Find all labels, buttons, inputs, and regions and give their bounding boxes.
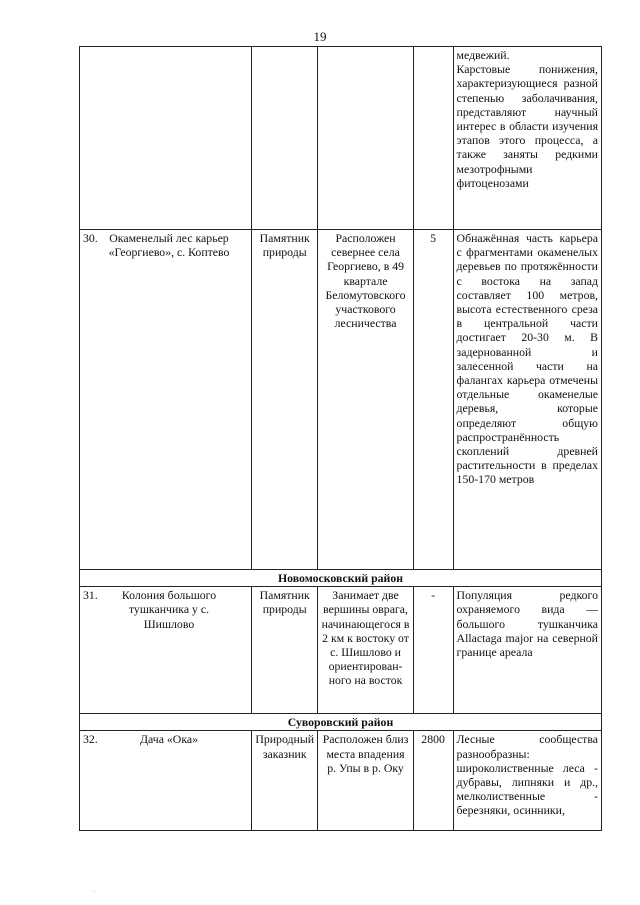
location-cell: Занимает две вершины оврага, начинающегося в 2 км к востоку от с. Шишлово и ориентирован-ного на восток — [318, 587, 413, 714]
area-cell: - — [413, 587, 453, 714]
category-cell — [251, 47, 318, 230]
description-text: медвежий. — [456, 48, 510, 62]
object-name: Колония большого тушканчика у с. Шишлово — [121, 588, 217, 631]
location-cell: Расположен севернее села Георгиево, в 49 квартале Беломутовского участкового лесничества — [318, 230, 413, 570]
table-row — [80, 47, 602, 230]
description-cell: Популяция редкого охраняемого вида — большого тушканчика Allactaga major на северной границе ареала — [453, 587, 601, 714]
area-cell: 2800 — [413, 731, 453, 831]
district-title: Суворовский район — [80, 714, 602, 731]
category-cell: Природный заказник — [251, 731, 318, 831]
row-number: 32. — [83, 732, 98, 747]
table-row — [80, 731, 602, 831]
location-cell: Расположен близ места впадения р. Упы в р. Оку — [318, 731, 413, 831]
description-cell — [453, 47, 601, 230]
row-number: 30. — [83, 231, 98, 245]
category-cell: Памятник природы — [251, 230, 318, 570]
name-cell — [80, 731, 252, 831]
district-title: Новомосковский район — [80, 570, 602, 587]
row-number: 31. — [83, 588, 98, 603]
protected-areas-table — [79, 46, 602, 831]
description-cell: Обнажённая часть карьера с фрагментами окаменелых деревьев по протяжённости с востока на запад составляет 100 метров, высота естественного среза в центральной части достигает 20-30 м. В задернованной и залесенной части на фалангах карьера отмечены отдельные окаменелые деревья, которые определяют общую распространённость скоплений древней растительности в пределах 150-170 метров — [453, 230, 601, 570]
district-header-row — [80, 570, 602, 587]
table-row — [80, 587, 602, 714]
location-cell — [318, 47, 413, 230]
description-cell: Лесные сообщества разнообразны: широколиственные леса - дубравы, липняки и др., мелколиственные - березняки, осинники, — [453, 731, 601, 831]
area-cell — [413, 47, 453, 230]
description-text: Карстовые понижения, характеризующиеся разной степенью заболачивания, представляют научный интерес в области изучения этапов этого процесса, а также заняты редкими мезотрофными фитоценозами — [456, 62, 598, 190]
scan-speck: · — [93, 889, 95, 895]
table-row — [80, 230, 602, 570]
category-cell: Памятник природы — [251, 587, 318, 714]
area-cell: 5 — [413, 230, 453, 570]
name-cell — [80, 230, 252, 570]
object-name: Дача «Ока» — [139, 732, 199, 747]
name-cell — [80, 587, 252, 714]
page-number: 19 — [313, 29, 327, 44]
name-cell — [80, 47, 252, 230]
district-header-row — [80, 714, 602, 731]
object-name: Окаменелый лес карьер «Георгиево», с. Коптево — [108, 231, 230, 260]
